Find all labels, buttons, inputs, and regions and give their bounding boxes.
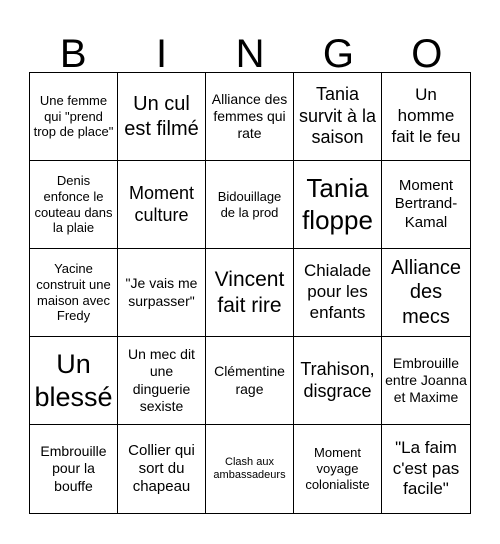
cell-text: Collier qui sort du chapeau [128, 441, 195, 496]
bingo-cell-r3-c3[interactable] [206, 249, 294, 337]
cell-text: Clash aux ambassadeurs [213, 455, 286, 481]
bingo-cell-r2-c2[interactable] [118, 161, 206, 249]
bingo-cell-r2-c1[interactable] [30, 161, 118, 249]
bingo-header [29, 0, 471, 76]
cell-text: "Je vais me surpasser" [125, 275, 198, 309]
cell-text: Tania survit à la saison [298, 83, 377, 148]
header-letter-n: N [235, 32, 265, 76]
bingo-cell-r3-c2[interactable] [118, 249, 206, 337]
bingo-grid [29, 72, 471, 514]
bingo-cell-r1-c5[interactable] [382, 73, 470, 161]
cell-text: Clémentine rage [214, 363, 285, 397]
bingo-cell-r1-c1[interactable] [30, 73, 118, 161]
cell-text: Moment culture [128, 182, 195, 225]
cell-text: Tania floppe [302, 172, 373, 235]
cell-text: Embrouille entre Joanna et Maxime [385, 354, 467, 406]
cell-text: Une femme qui "prend trop de place" [33, 92, 114, 140]
cell-text: Un blessé [34, 348, 113, 412]
bingo-cell-r2-c4[interactable] [294, 161, 382, 249]
bingo-cell-r3-c4[interactable] [294, 249, 382, 337]
cell-text: Vincent fait rire [214, 267, 285, 317]
bingo-cell-r5-c5[interactable] [382, 425, 470, 513]
header-letter-i: I [156, 32, 168, 76]
cell-text: Trahison, disgrace [300, 358, 375, 401]
bingo-cell-r1-c3[interactable] [206, 73, 294, 161]
bingo-cell-r4-c1[interactable] [30, 337, 118, 425]
bingo-cell-r2-c3[interactable] [206, 161, 294, 249]
cell-text: Un mec dit une dinguerie sexiste [128, 346, 195, 414]
cell-text: Embrouille pour la bouffe [40, 443, 107, 494]
bingo-cell-r1-c4[interactable] [294, 73, 382, 161]
cell-text: Alliance des mecs [390, 256, 462, 328]
cell-text: Bidouillage de la prod [217, 188, 282, 220]
bingo-cell-r1-c2[interactable] [118, 73, 206, 161]
bingo-cell-r3-c1[interactable] [30, 249, 118, 337]
header-letter-o: O [411, 32, 443, 76]
cell-text: Alliance des femmes qui rate [211, 90, 288, 142]
bingo-cell-r5-c2[interactable] [118, 425, 206, 513]
cell-text: Chialade pour les enfants [303, 261, 372, 322]
bingo-cell-r4-c3[interactable] [206, 337, 294, 425]
header-letter-b: B [59, 32, 87, 76]
bingo-cell-r4-c2[interactable] [118, 337, 206, 425]
bingo-cell-r2-c5[interactable] [382, 161, 470, 249]
bingo-cell-r5-c3[interactable] [206, 425, 294, 513]
cell-text: Moment voyage colonialiste [305, 445, 370, 492]
bingo-cell-r5-c4[interactable] [294, 425, 382, 513]
header-letter-g: G [322, 32, 354, 76]
bingo-cell-r4-c5[interactable] [382, 337, 470, 425]
bingo-cell-r5-c1[interactable] [30, 425, 118, 513]
cell-text: Un homme fait le feu [391, 85, 461, 146]
bingo-cell-r3-c5[interactable] [382, 249, 470, 337]
cell-text: Denis enfonce le couteau dans la plaie [34, 172, 113, 236]
cell-text: "La faim c'est pas facile" [392, 437, 460, 499]
cell-text: Moment Bertrand-Kamal [394, 177, 458, 231]
cell-text: Un cul est filmé [124, 93, 199, 140]
bingo-cell-r4-c4[interactable] [294, 337, 382, 425]
cell-text: Yacine construit une maison avec Fredy [36, 260, 111, 324]
